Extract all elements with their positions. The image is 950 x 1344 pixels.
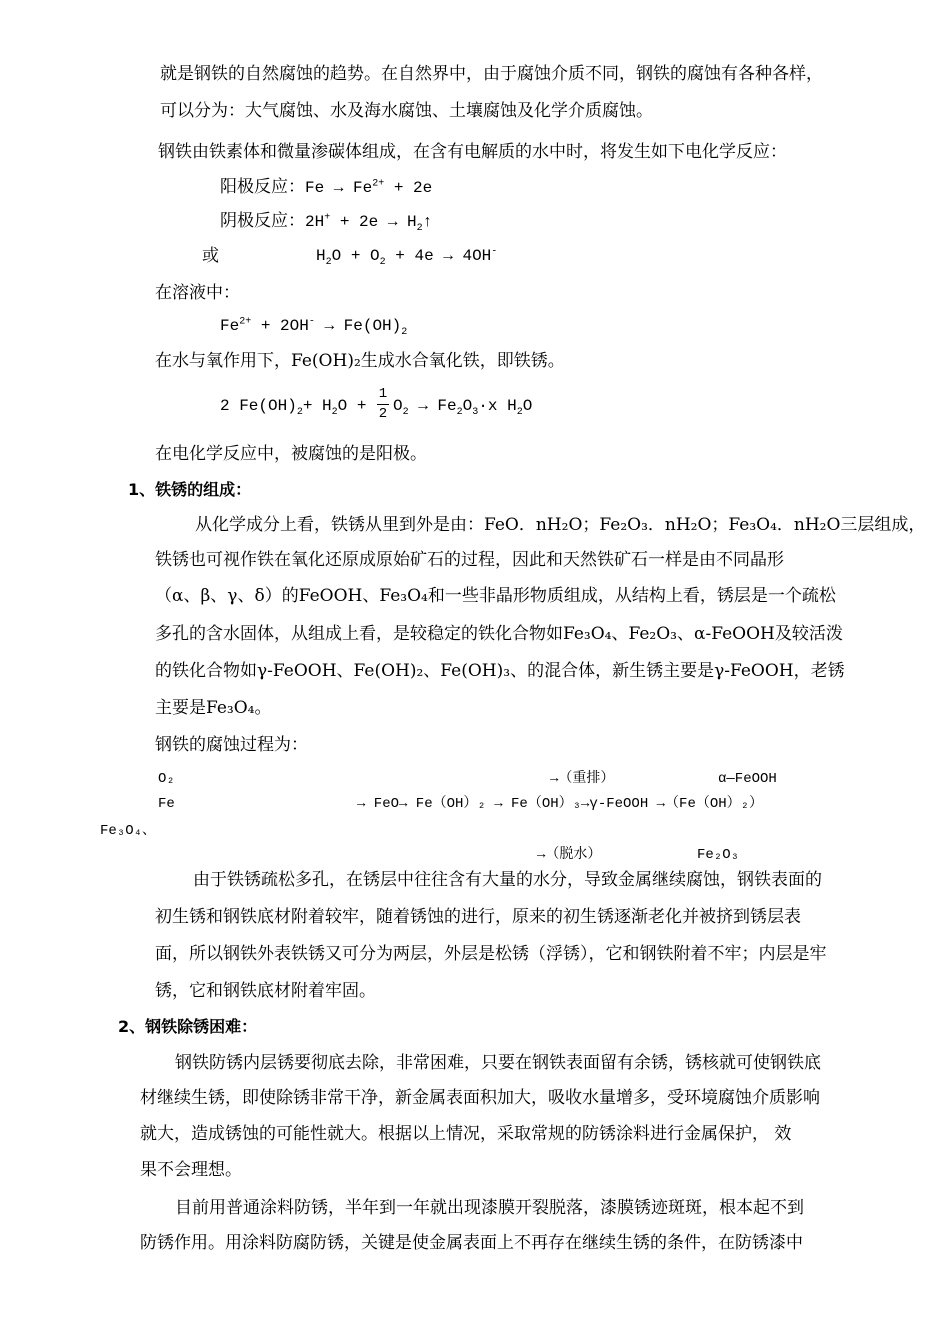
text-line: 在电化学反应中，被腐蚀的是阳极。 bbox=[155, 444, 427, 464]
text-line: 目前用普通涂料防锈，半年到一年就出现漆膜开裂脱落，漆膜锈迹斑斑，根本起不到 bbox=[175, 1198, 804, 1218]
anode-reaction bbox=[220, 176, 432, 199]
cathode-reaction bbox=[220, 210, 432, 233]
text-line: 在水与氧作用下，Fe(OH)₂生成水合氧化铁，即铁锈。 bbox=[155, 351, 565, 371]
text-line: 初生锈和钢铁底材附着较牢，随着锈蚀的进行，原来的初生锈逐渐老化并被挤到锈层表 bbox=[155, 907, 801, 927]
process-o2: O₂ bbox=[158, 771, 175, 787]
process-alpha-feooh: α—FeOOH bbox=[718, 771, 777, 787]
rust-equation-left: 2 $Fe(OH)_2+ H_2O$ + bbox=[220, 397, 367, 419]
anode-equation: $Fe \to Fe^{2+} + 2e$ bbox=[305, 178, 433, 197]
text-line: 防锈作用。用涂料防腐防锈，关键是使金属表面上不再存在继续生锈的条件，在防锈漆中 bbox=[140, 1233, 803, 1253]
process-chain: → FeO→ Fe（OH）₂ → Fe（OH）₃→γ-FeOOH →（Fe（OH）₂） bbox=[357, 796, 764, 812]
text-line: 果不会理想。 bbox=[140, 1160, 242, 1180]
cathode-label: 阴极反应： bbox=[220, 211, 305, 231]
text-line: 由于铁锈疏松多孔，在锈层中往往含有大量的水分，导致金属继续腐蚀，钢铁表面的 bbox=[193, 870, 822, 890]
solution-equation: $Fe^{2+} + 2OH^- \to Fe(OH)_2$ bbox=[220, 316, 408, 339]
text-line: 从化学成分上看，铁锈从里到外是由：FeO．nH₂O；Fe₂O₃．nH₂O；Fe₃O₄．nH₂O三层组成， bbox=[195, 515, 926, 535]
text-line: 面，所以钢铁外表铁锈又可分为两层，外层是松锈（浮锈），它和钢铁附着不牢；内层是牢 bbox=[155, 944, 827, 964]
text-line: 就大，造成锈蚀的可能性就大。根据以上情况，采取常规的防锈涂料进行金属保护， 效 bbox=[140, 1124, 792, 1144]
text-line: 在溶液中： bbox=[155, 283, 240, 303]
process-fe2o3: Fe₂O₃ bbox=[697, 847, 740, 863]
text-line: 的铁化合物如γ-FeOOH、Fe(OH)₂、Fe(OH)₃、的混合体，新生锈主要是γ-FeOOH，老锈 bbox=[155, 661, 845, 681]
anode-label: 阳极反应： bbox=[220, 177, 305, 197]
process-dehydrate: →（脱水） bbox=[537, 847, 602, 863]
text-line: 主要是Fe₃O₄。 bbox=[155, 698, 272, 718]
text-line: 钢铁防锈内层锈要彻底去除，非常困难，只要在钢铁表面留有余锈，锈核就可使钢铁底 bbox=[175, 1053, 821, 1073]
process-rearrange: →（重排） bbox=[550, 771, 615, 787]
section-heading: 2、钢铁除锈困难： bbox=[118, 1017, 258, 1036]
text-line: 钢铁的腐蚀过程为： bbox=[155, 735, 308, 755]
cathode-equation: $2H^+ + 2e \to H_2↑$ bbox=[305, 212, 433, 235]
or-label: 或 bbox=[202, 246, 219, 266]
text-line: 多孔的含水固体，从组成上看，是较稳定的铁化合物如Fe₃O₄、Fe₂O₃、α-FeOOH及较活泼 bbox=[155, 624, 843, 644]
text-line: 就是钢铁的自然腐蚀的趋势。在自然界中，由于腐蚀介质不同，钢铁的腐蚀有各种各样， bbox=[160, 64, 823, 84]
section-heading: 1、铁锈的组成： bbox=[128, 480, 252, 499]
rust-equation-right: $O_2 \to Fe_2O_3\cdot x$ $H_2O$ bbox=[393, 397, 533, 419]
text-line: （α、β、γ、δ）的FeOOH、Fe₃O₄和一些非晶形物质组成，从结构上看，锈层是一个疏松 bbox=[155, 586, 836, 606]
text-line: 铁锈也可视作铁在氧化还原成原始矿石的过程，因此和天然铁矿石一样是由不同晶形 bbox=[155, 550, 784, 570]
process-fe: Fe bbox=[158, 796, 175, 812]
text-line: 钢铁由铁素体和微量渗碳体组成，在含有电解质的水中时，将发生如下电化学反应： bbox=[158, 142, 787, 162]
text-line: 锈，它和钢铁底材附着牢固。 bbox=[155, 981, 376, 1001]
oxygen-equation: $H_2O + O_2 + 4e \to 4OH^-$ bbox=[316, 246, 498, 269]
text-line: 材继续生锈，即使除锈非常干净，新金属表面积加大，吸收水量增多，受环境腐蚀介质影响 bbox=[140, 1088, 820, 1108]
fraction-bar bbox=[377, 404, 389, 405]
fraction-denominator: 2 bbox=[378, 406, 388, 422]
text-line: 可以分为：大气腐蚀、水及海水腐蚀、土壤腐蚀及化学介质腐蚀。 bbox=[160, 101, 653, 121]
fraction-numerator: 1 bbox=[378, 386, 388, 402]
process-fe3o4: Fe₃O₄、 bbox=[100, 823, 157, 839]
